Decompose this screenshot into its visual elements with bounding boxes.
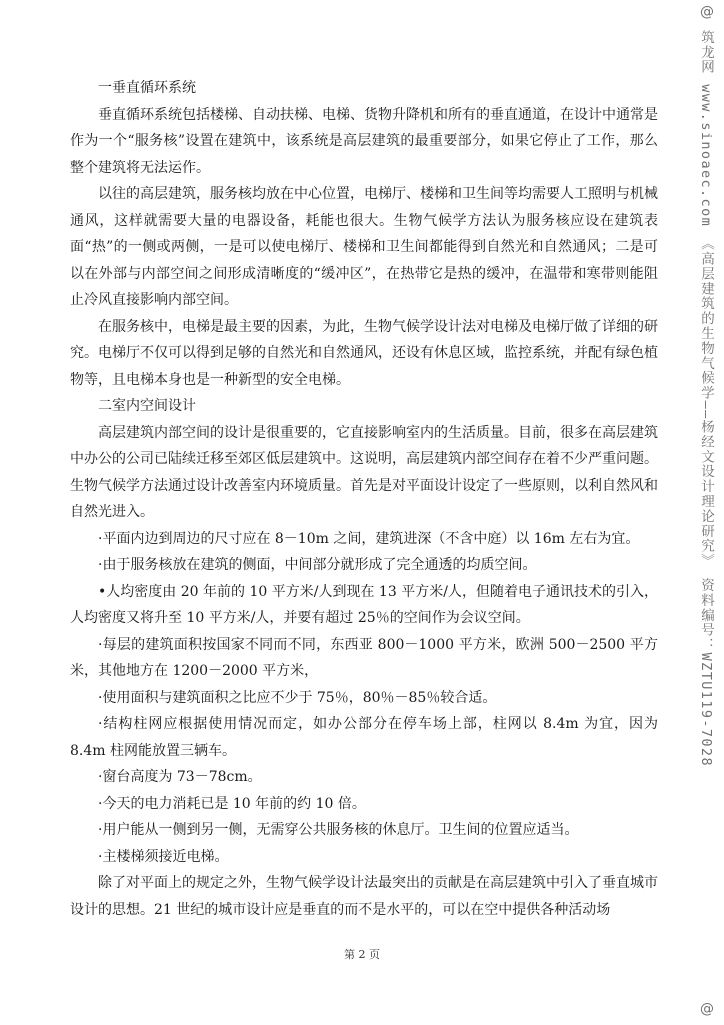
bullet-item: ·使用面积与建筑面积之比应不少于 75％，80％－85％较合适。 xyxy=(98,689,497,706)
bullet-item: ·平面内边到周边的尺寸应在 8－10m 之间，建筑进深（不含中庭）以 16m 左右为宜。 xyxy=(98,530,640,547)
paragraph: 垂直循环系统包括楼梯、自动扶梯、电梯、货物升降机和所有的垂直通道，在设计中通常是作为一个“服务核”设置在建筑中，该系统是高层建筑的最重要部分，如果它停止了工作，那么整个建筑将无法运作。 xyxy=(70,106,658,176)
bullet-item: ·结构柱网应根据使用情况而定，如办公部分在停车场上部，柱网以 8.4m 为宜，因为 8.4m 柱网能放置三辆车。 xyxy=(70,716,658,759)
side-watermark-text: 筑龙网 www.sinoaec.com 《高层建筑的生物气候学——杨经文设计理论研究》 资料编号：WZTU119-7028 xyxy=(698,30,714,767)
page-number: 第 2 页 xyxy=(344,948,380,961)
bullet-item: ·主楼梯须接近电梯。 xyxy=(98,848,229,865)
paragraph: 高层建筑内部空间的设计是很重要的，它直接影响室内的生活质量。目前，很多在高层建筑中办公的公司已陆续迁移至郊区低层建筑中。这说明，高层建筑内部空间存在着不少严重问题。生物气候学方法通过设计改善室内环境质量。首先是对平面设计设定了一些原则，以利自然风和自然光进入。 xyxy=(70,424,658,520)
side-mark-top: @ xyxy=(700,4,714,20)
bullet-item: ·每层的建筑面积按国家不同而不同，东西亚 800－1000 平方米，欧洲 500－2500 平方米，其他地方在 1200－2000 平方米， xyxy=(70,636,658,679)
paragraph: 除了对平面上的规定之外，生物气候学设计法最突出的贡献是在高层建筑中引入了垂直城市设计的思想。21 世纪的城市设计应是垂直的而不是水平的，可以在空中提供各种活动场 xyxy=(70,875,658,918)
bullet-item: ·用户能从一侧到另一侧，无需穿公共服务核的休息厅。卫生间的位置应适当。 xyxy=(98,822,579,838)
bullet-item: •人均密度由 20 年前的 10 平方米/人到现在 13 平方米/人，但随着电子通讯技术的引入，人均密度又将升至 10 平方米/人，并要有超过 25％的空间作为会议空间。 xyxy=(70,583,658,626)
paragraph: 在服务核中，电梯是最主要的因素，为此，生物气候学设计法对电梯及电梯厅做了详细的研究。电梯厅不仅可以得到足够的自然光和自然通风，还设有休息区域，监控系统，并配有绿色植物等，且电梯本身也是一种新型的安全电梯。 xyxy=(70,318,658,388)
paragraph: 以往的高层建筑，服务核均放在中心位置，电梯厅、楼梯和卫生间等均需要人工照明与机械通风，这样就需要大量的电器设备，耗能也很大。生物气候学方法认为服务核应设在建筑表面“热”的一侧或两侧，一是可以使电梯厅、楼梯和卫生间都能得到自然光和自然通风；二是可以在外部与内部空间之间形成清晰度的“缓冲区”，在热带它是热的缓冲，在温带和寒带则能阻止冷风直接影响内部空间。 xyxy=(70,186,658,308)
section-heading-interior-space: 二室内空间设计 xyxy=(98,398,196,414)
bullet-item: ·今天的电力消耗已是 10 年前的约 10 倍。 xyxy=(98,795,366,812)
bullet-item: ·由于服务核放在建筑的侧面，中间部分就形成了完全通透的均质空间。 xyxy=(98,557,537,573)
document-body xyxy=(70,75,658,923)
bullet-item: ·窗台高度为 73－78cm。 xyxy=(98,769,262,785)
section-heading-vertical-circulation: 一垂直循环系统 xyxy=(98,80,196,96)
side-mark-bottom: @ xyxy=(700,1001,714,1017)
side-watermark-strip xyxy=(690,0,724,1024)
